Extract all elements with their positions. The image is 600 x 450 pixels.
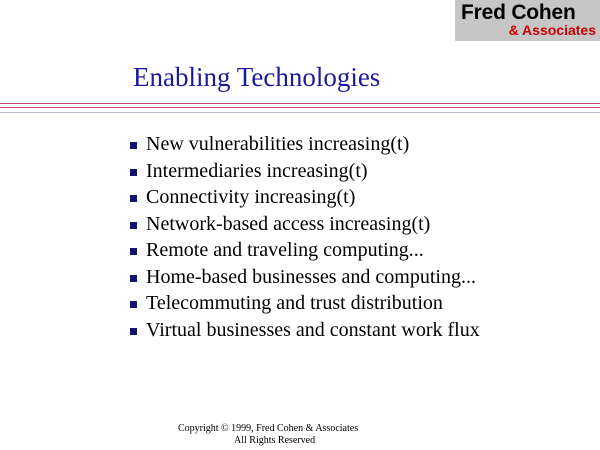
bullet-item [130,264,480,291]
bullet-item [130,317,480,344]
square-bullet-icon [130,222,137,229]
logo-subtitle: & Associates [508,22,596,38]
bullet-list [130,131,480,343]
bullet-item [130,131,480,158]
square-bullet-icon [130,275,137,282]
bullet-text: Telecommuting and trust distribution [146,292,443,314]
square-bullet-icon [130,195,137,202]
bullet-item [130,158,480,185]
bullet-item [130,211,480,238]
square-bullet-icon [130,301,137,308]
square-bullet-icon [130,142,137,149]
slide-title: Enabling Technologies [133,62,381,92]
logo-name: Fred Cohen [461,1,576,24]
bullet-text: Intermediaries increasing(t) [146,159,368,182]
bullet-text: New vulnerabilities increasing(t) [146,133,410,155]
rights-text: All Rights Reserved [234,435,316,446]
title-divider-bottom [0,112,600,113]
title-divider-top [0,103,600,104]
bullet-text: Connectivity increasing(t) [146,186,356,208]
footer [0,423,600,447]
square-bullet-icon [130,169,137,176]
copyright-text: Copyright © 1999, Fred Cohen & Associates [178,423,359,434]
bullet-text: Network-based access increasing(t) [146,212,431,235]
bullet-item [130,237,480,264]
title-divider-middle [0,107,600,108]
square-bullet-icon [130,248,137,255]
bullet-text: Home-based businesses and computing... [146,265,476,288]
bullet-text: Virtual businesses and constant work flux [146,318,480,341]
square-bullet-icon [130,328,137,335]
bullet-item [130,184,480,211]
bullet-item [130,290,480,317]
bullet-text: Remote and traveling computing... [146,239,424,261]
company-logo [455,0,600,41]
